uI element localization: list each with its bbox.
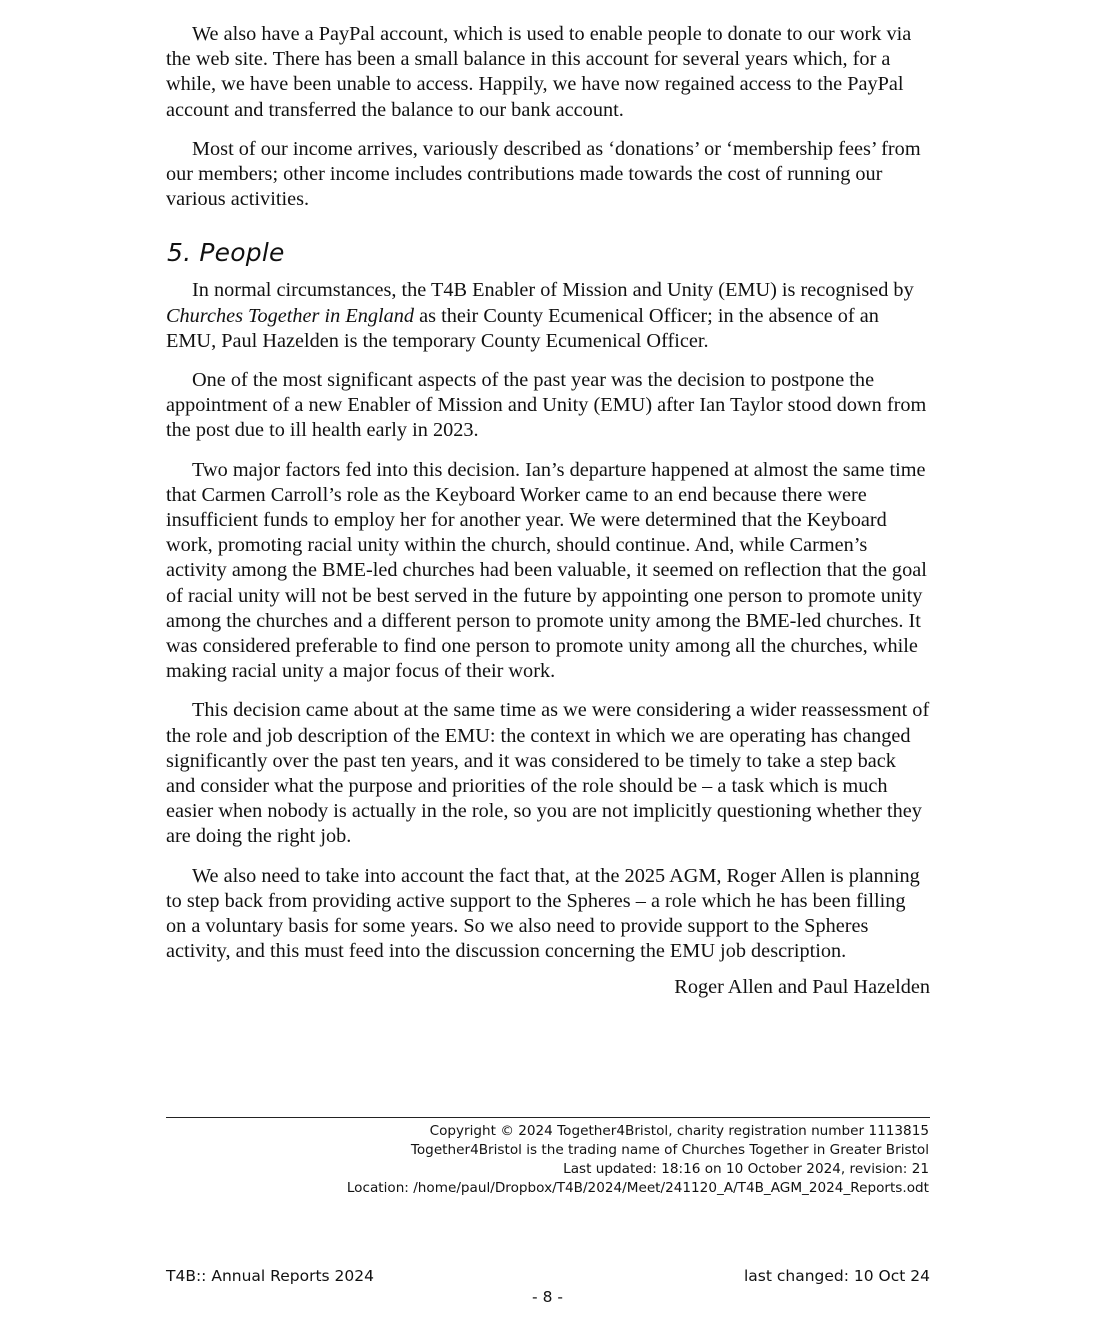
emu-role-text-start: In normal circumstances, the T4B Enabler of Mission and Unity (EMU) is recognised by	[192, 279, 914, 302]
document-title-footer: T4B:: Annual Reports 2024	[166, 1267, 374, 1285]
report-body	[166, 22, 930, 1000]
file-location-line: Location: /home/paul/Dropbox/T4B/2024/Meet/241120_A/T4B_AGM_2024_Reports.odt	[346, 1180, 929, 1196]
reassessment-paragraph: This decision came about at the same time as we were considering a wider reassessment of the role and job description of the EMU: the context in which we are operating has changed significantly over the past ten years, and it was considered to be timely to take a step back and consider what the purpose and priorities of the role should be – a task which is much easier when nobody is actually in the role, so you are not implicitly questioning whether they are doing the right job.	[166, 699, 930, 848]
signature: Roger Allen and Paul Hazelden	[674, 975, 930, 998]
trading-name-line: Together4Bristol is the trading name of Churches Together in Greater Bristol	[410, 1142, 929, 1158]
emu-role-text-end: as their County Ecumenical Officer; in the absence of an EMU, Paul Hazelden is the temporary County Ecumenical Officer.	[166, 304, 879, 352]
spheres-support-paragraph: We also need to take into account the fact that, at the 2025 AGM, Roger Allen is planning to step back from providing active support to the Spheres – a role which he has been filling on a voluntary basis for some years. So we also need to provide support to the Spheres activity, and this must feed into the discussion concerning the EMU job description.	[166, 864, 920, 963]
income-paragraph: Most of our income arrives, variously described as ‘donations’ or ‘membership fees’ from our members; other income includes contributions made towards the cost of running our various activities.	[166, 137, 921, 211]
footer-divider	[166, 1117, 930, 1118]
copyright-line: Copyright © 2024 Together4Bristol, charity registration number 1113815	[429, 1123, 929, 1139]
document-footer	[166, 1122, 929, 1198]
major-factors-paragraph: Two major factors fed into this decision. Ian’s departure happened at almost the same time that Carmen Carroll’s role as the Keyboard Worker came to an end because there were insufficient funds to employ her for another year. We were determined that the Keyboard work, promoting racial unity within the church, should continue. And, while Carmen’s activity among the BME-led churches had been valuable, it seemed on reflection that the goal of racial unity will not be best served in the future by appointing one person to promote unity among the churches and a different person to promote unity among the BME-led churches. It was considered preferable to find one person to promote unity among all the churches, while making racial unity a major focus of their work.	[166, 458, 927, 683]
emu-role-paragraph	[166, 278, 930, 354]
last-updated-line: Last updated: 18:16 on 10 October 2024, revision: 21	[563, 1161, 929, 1177]
postpone-decision-paragraph: One of the most significant aspects of the past year was the decision to postpone the appointment of a new Enabler of Mission and Unity (EMU) after Ian Taylor stood down from the post due to ill health early in 2023.	[166, 369, 927, 442]
churches-together-emphasis: Churches Together in England	[166, 304, 415, 327]
last-changed-footer: last changed: 10 Oct 24	[743, 1267, 930, 1285]
page-number: - 8 -	[532, 1288, 563, 1306]
paypal-paragraph: We also have a PayPal account, which is used to enable people to donate to our work via the web site. There has been a small balance in this account for several years which, for a while, we have been unable to access. Happily, we have now regained access to the PayPal account and transferred the balance to our bank account.	[166, 23, 912, 121]
section-heading-people: 5. People	[167, 238, 285, 268]
